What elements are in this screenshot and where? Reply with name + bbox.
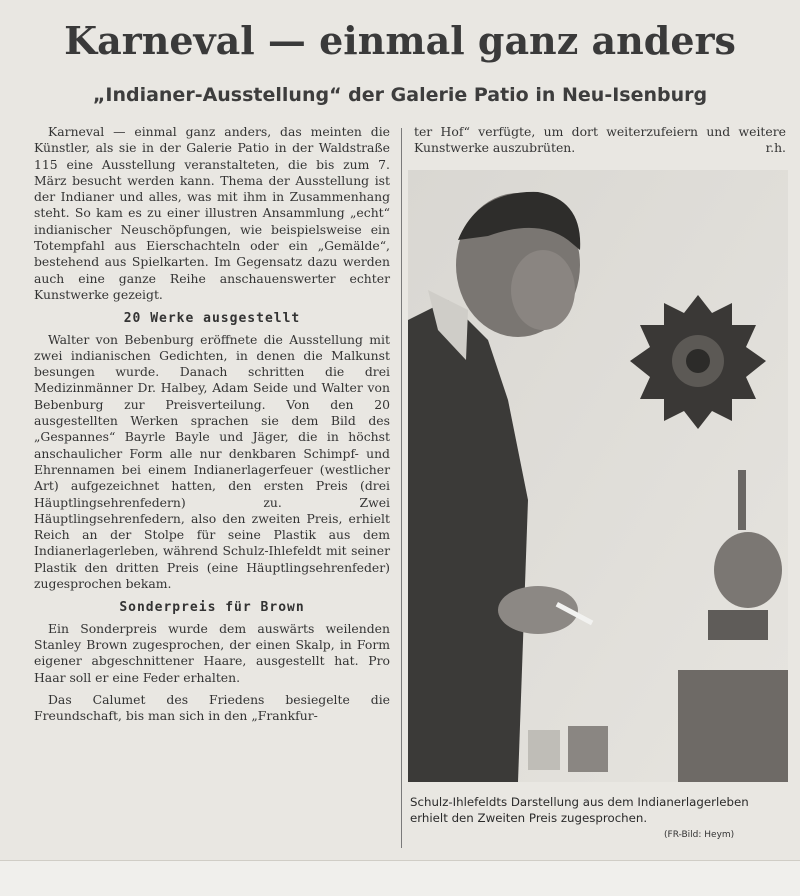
section-paragraph-werke: Walter von Bebenburg eröffnete die Ausstellung mit zwei indianischen Gedichten, in denen die Malkunst besungen wurde. Danach schritten die drei Medizinmänner Dr. Halbey, Adam Seide und Walter von Bebenburg zur Preisverteilung. Von den 20 ausgestellten Werken sprachen sie dem Bild des „Gespannes“ Bayrle Bayle und Jäger, die in höchst anschaulicher Form alle nur denkbaren Schimpf- und Ehrennamen bei einem Indianerlagerfeuer (westlicher Art) aufgezeichnet hatten, den ersten Preis (drei Häuptlingsehrenfedern) zu. Zwei Häuptlingsehrenfedern, also den zweiten Preis, erhielt Reich an der Stolpe für seine Plastik aus dem Indianerlagerleben, während Schulz-Ihlefeldt mit seiner Plastik den dritten Preis (eine Häuptlingsehrenfeder) zugesprochen bekam. [34,331,390,592]
headline: Karneval — einmal ganz anders [64,18,736,63]
subheadline: „Indianer-Ausstellung“ der Galerie Patio in Neu-Isenburg [92,84,708,106]
photo-caption: Schulz-Ihlefeldts Darstellung aus dem Indianerlagerleben erhielt den Zweiten Preis zugesprochen. [410,795,749,825]
photo-illustration [408,170,788,782]
section-heading-werke: 20 Werke ausgestellt [123,311,301,327]
section-heading-sonderpreis: Sonderpreis für Brown [119,600,305,616]
photo-credit: (FR-Bild: Heym) [664,830,735,840]
column-divider [401,128,402,848]
article-photo [408,170,788,782]
section-paragraph-sonderpreis: Ein Sonderpreis wurde dem auswärts weilenden Stanley Brown zugesprochen, der einen Skalp, in Form eigener abgeschnittener Haare, ausgestellt hat. Pro Haar soll er eine Feder erhalten. [34,620,390,685]
intro-paragraph: Karneval — einmal ganz anders, das meinten die Künstler, als sie in der Galerie Patio in der Waldstraße 115 eine Ausstellung veranstalteten, die bis zum 7. März besucht werden kann. Thema der Ausstellung ist der Indianer und alles, was mit ihm in Zusammenhang steht. So kam es zu einer illustren Ansammlung „echt“ indianischer Neuschöpfungen, wie beispielsweise ein Totempfahl aus Eierschachteln oder ein „Gemälde“, bestehend aus Spielkarten. Im Gegensatz dazu werden auch eine ganze Reihe anschauenswerter echter Kunstwerke gezeigt. [34,124,390,302]
author-initials: r.h. [765,140,786,156]
closing-paragraph: Das Calumet des Friedens besiegelte die Freundschaft, bis man sich in den „Frankfur- [34,691,390,724]
continuation-text: ter Hof“ verfügte, um dort weiterzufeiern und weitere Kunstwerke auszubrüten. [414,124,786,156]
left-column [34,124,390,724]
right-column-text [414,124,786,157]
